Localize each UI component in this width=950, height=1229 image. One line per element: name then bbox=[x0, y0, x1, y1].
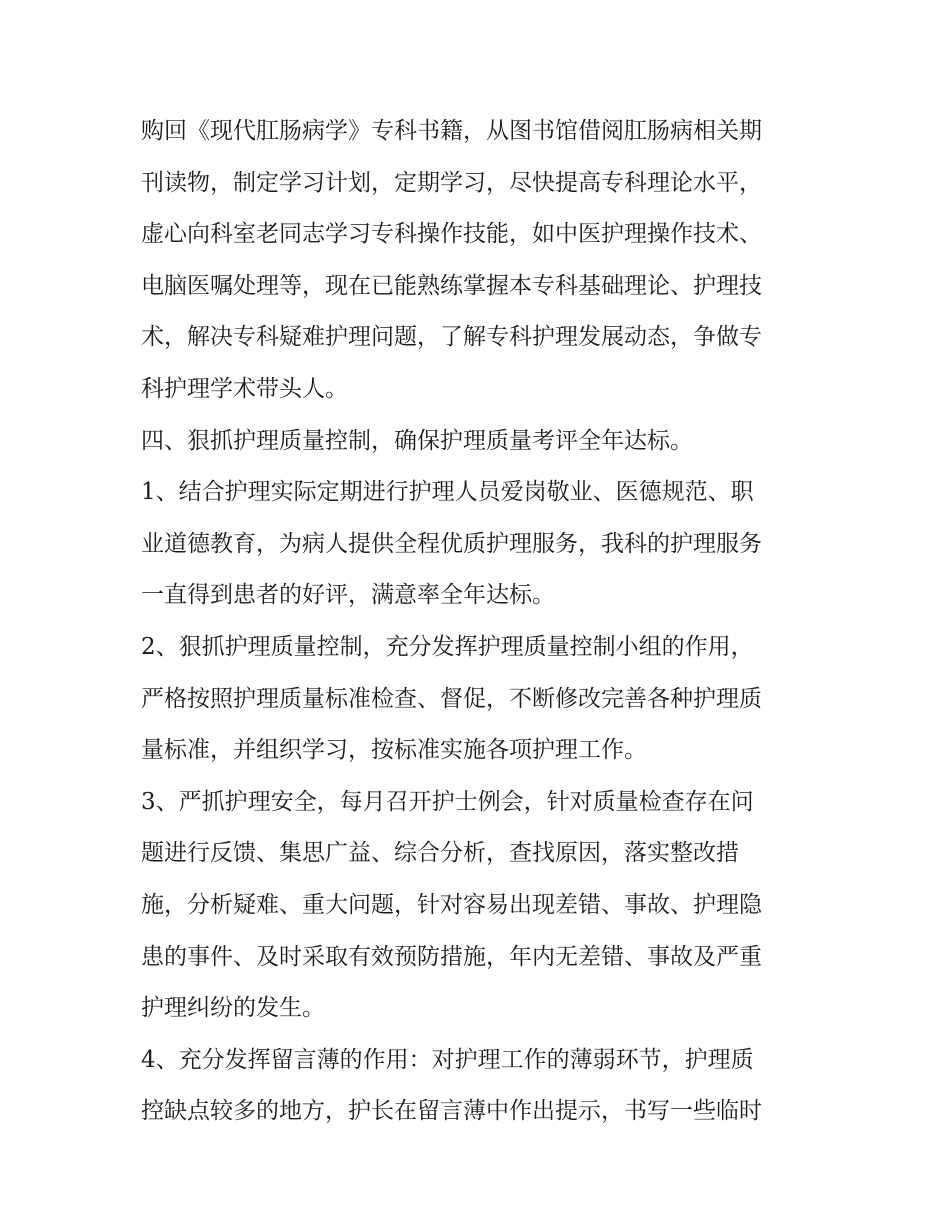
text-line: 2、狠抓护理质量控制，充分发挥护理质量控制小组的作用， bbox=[141, 633, 754, 660]
body-text bbox=[141, 106, 821, 1138]
text-line: 1、结合护理实际定期进行护理人员爱岗敬业、医德规范、职 bbox=[141, 479, 754, 506]
text-line: 术，解决专科疑难护理问题，了解专科护理发展动态，争做专 bbox=[141, 324, 762, 351]
text-line: 患的事件、及时采取有效预防措施，年内无差错、事故及严重 bbox=[141, 943, 762, 970]
text-line: 量标准，并组织学习，按标准实施各项护理工作。 bbox=[141, 737, 647, 764]
text-line: 题进行反馈、集思广益、综合分析，查找原因，落实整改措 bbox=[141, 840, 739, 867]
text-line: 3、严抓护理安全，每月召开护士例会，针对质量检查存在问 bbox=[141, 788, 754, 815]
text-line: 施，分析疑难、重大问题，针对容易出现差错、事故、护理隐 bbox=[141, 891, 762, 918]
text-line: 严格按照护理质量标准检查、督促，不断修改完善各种护理质 bbox=[141, 685, 762, 712]
text-line: 刊读物，制定学习计划，定期学习，尽快提高专科理论水平， bbox=[141, 169, 762, 196]
text-line: 电脑医嘱处理等，现在已能熟练掌握本专科基础理论、护理技 bbox=[141, 272, 762, 299]
section-heading: 四、狠抓护理质量控制，确保护理质量考评全年达标。 bbox=[141, 427, 693, 454]
text-line: 购回《现代肛肠病学》专科书籍，从图书馆借阅肛肠病相关期 bbox=[141, 118, 762, 144]
text-line: 虚心向科室老同志学习专科操作技能，如中医护理操作技术、 bbox=[141, 221, 762, 248]
text-line: 控缺点较多的地方，护长在留言薄中作出提示，书写一些临时 bbox=[141, 1098, 762, 1125]
text-line: 一直得到患者的好评，满意率全年达标。 bbox=[141, 582, 555, 609]
text-line: 业道德教育，为病人提供全程优质护理服务，我科的护理服务 bbox=[141, 530, 762, 557]
text-line: 护理纠纷的发生。 bbox=[141, 995, 325, 1022]
text-line: 科护理学术带头人。 bbox=[141, 375, 348, 402]
text-line: 4、充分发挥留言薄的作用：对护理工作的薄弱环节，护理质 bbox=[141, 1046, 754, 1073]
